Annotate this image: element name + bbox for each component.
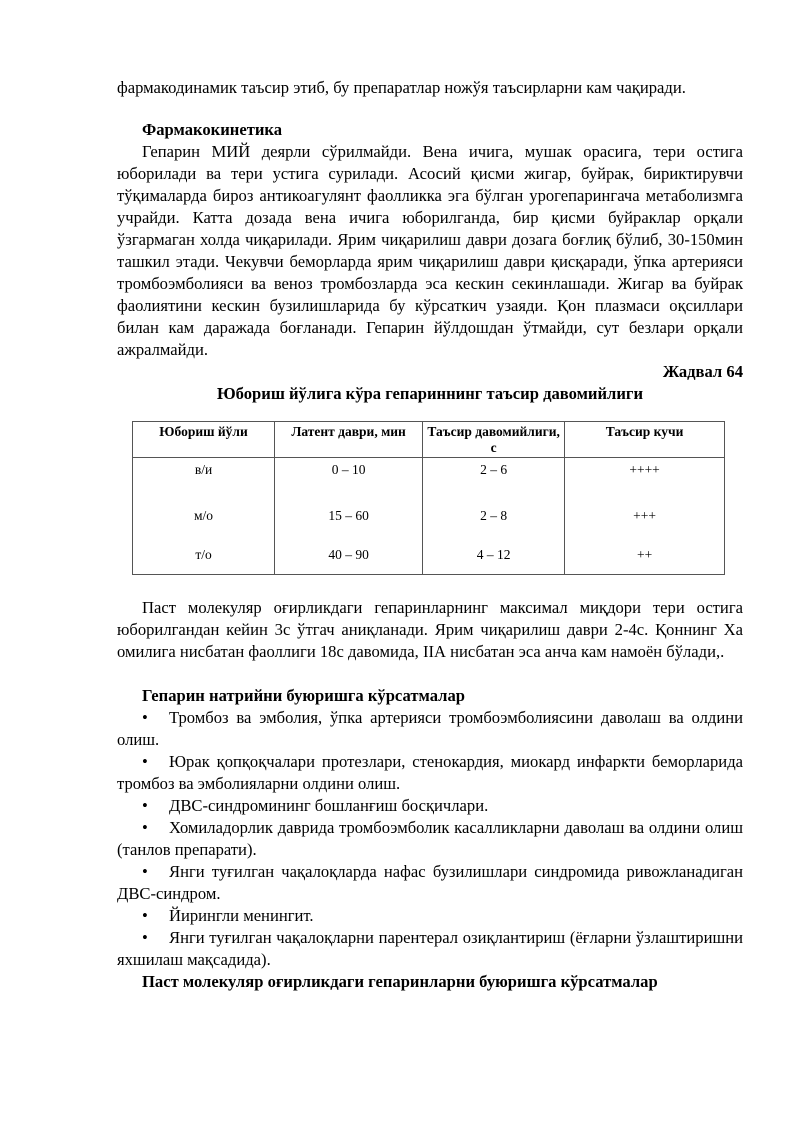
table-cell: в/и (133, 458, 275, 497)
list-item-text: Юрак қопқоқчалари протезлари, стенокардия, миокард инфаркти беморларида тромбоз ва эмболияларни олдини олиш. (117, 752, 743, 793)
table-cell: ++++ (565, 458, 725, 497)
list-item (117, 927, 743, 971)
table-header-row (133, 422, 725, 458)
header-route: Юбориш йўли (133, 422, 275, 458)
table-cell: 15 – 60 (275, 496, 423, 535)
bullet-icon: • (142, 818, 148, 837)
table-cell: т/о (133, 535, 275, 575)
table-cell: 0 – 10 (275, 458, 423, 497)
list-item (117, 905, 743, 927)
lmwh-indications-heading: Паст молекуляр оғирликдаги гепаринларни буюришга кўрсатмалар (142, 972, 658, 991)
table-cell: м/о (133, 496, 275, 535)
list-item (117, 817, 743, 861)
list-item (117, 795, 743, 817)
table-cell: 2 – 6 (423, 458, 565, 497)
table-title: Юбориш йўлига кўра гепариннинг таъсир давомийлиги (216, 384, 644, 403)
lmwh-paragraph: Паст молекуляр оғирликдаги гепаринларнинг максимал миқдори тери остига юборилгандан кейин 3с ўтгач аниқланади. Ярим чиқарилиш даври 2-4с. Қоннинг Ха омилига нисбатан фаоллиги 18с давомида, IIА нисбатан эса анча кам намоён бўлади,. (117, 598, 743, 661)
table-row (133, 458, 725, 497)
intro-paragraph: фармакодинамик таъсир этиб, бу препаратлар ножўя таъсирларни кам чақиради. (117, 78, 686, 97)
list-item-text: Йирингли менингит. (169, 906, 314, 925)
heparin-duration-table (132, 421, 725, 575)
bullet-icon: • (142, 796, 148, 815)
header-duration: Таъсир давомийлиги, с (423, 422, 565, 458)
table-cell: 4 – 12 (423, 535, 565, 575)
indications-heading: Гепарин натрийни буюришга кўрсатмалар (142, 686, 465, 705)
table-cell: 40 – 90 (275, 535, 423, 575)
indications-list (117, 707, 743, 971)
header-latent-period: Латент даври, мин (275, 422, 423, 458)
table-row (133, 496, 725, 535)
list-item (117, 751, 743, 795)
table-cell: +++ (565, 496, 725, 535)
bullet-icon: • (142, 906, 148, 925)
table-label: Жадвал 64 (662, 362, 743, 381)
list-item-text: Тромбоз ва эмболия, ўпка артерияси тромбоэмболиясини даволаш ва олдини олиш. (117, 708, 743, 749)
bullet-icon: • (142, 752, 148, 771)
list-item-text: Хомиладорлик даврида тромбоэмболик касалликларни даволаш ва олдини олиш (танлов препарати). (117, 818, 743, 859)
header-strength: Таъсир кучи (565, 422, 725, 458)
pharmacokinetics-heading: Фармакокинетика (142, 120, 283, 139)
table-cell: ++ (565, 535, 725, 575)
bullet-icon: • (142, 708, 148, 727)
table-row (133, 535, 725, 575)
pharmacokinetics-paragraph: Гепарин МИЙ деярли сўрилмайди. Вена ичига, мушак орасига, тери остига юборилади ва тери устига сурилади. Асосий қисми жигар, буйрак, бириктирувчи тўқималарда бироз антикоагулянт фаолликка эга бўлган урогепарингача метаболизмга учрайди. Катта дозада вена ичига юборилганда, бир қисми буйраклар орқали ўзгармаган холда чиқарилади. Ярим чиқарилиш даври дозага боғлиқ бўлиб, 30-150мин ташкил этади. Чекувчи беморларда ярим чиқарилиш даври қисқаради, ўпка артерияси тромбоэмболияси ва веноз тромбозларда эса кескин секинлашади. Жигар ва буйрак фаолиятини кескин бузилишларида бу кўрсаткич узаяди. Қон плазмаси оқсиллари билан кам даражада боғланади. Гепарин йўлдошдан ўтмайди, сут безлари орқали ажралмайди. (117, 142, 743, 359)
list-item (117, 861, 743, 905)
bullet-icon: • (142, 928, 148, 947)
document-content (117, 77, 743, 993)
list-item-text: ДВС-синдромининг бошланғиш босқичлари. (169, 796, 489, 815)
bullet-icon: • (142, 862, 148, 881)
list-item-text: Янги туғилган чақалоқларни парентерал озиқлантириш (ёғларни ўзлаштиришни яхшилаш мақсадида). (117, 928, 743, 969)
table-cell: 2 – 8 (423, 496, 565, 535)
list-item (117, 707, 743, 751)
list-item-text: Янги туғилган чақалоқларда нафас бузилишлари синдромида ривожланадиган ДВС-синдром. (117, 862, 743, 903)
